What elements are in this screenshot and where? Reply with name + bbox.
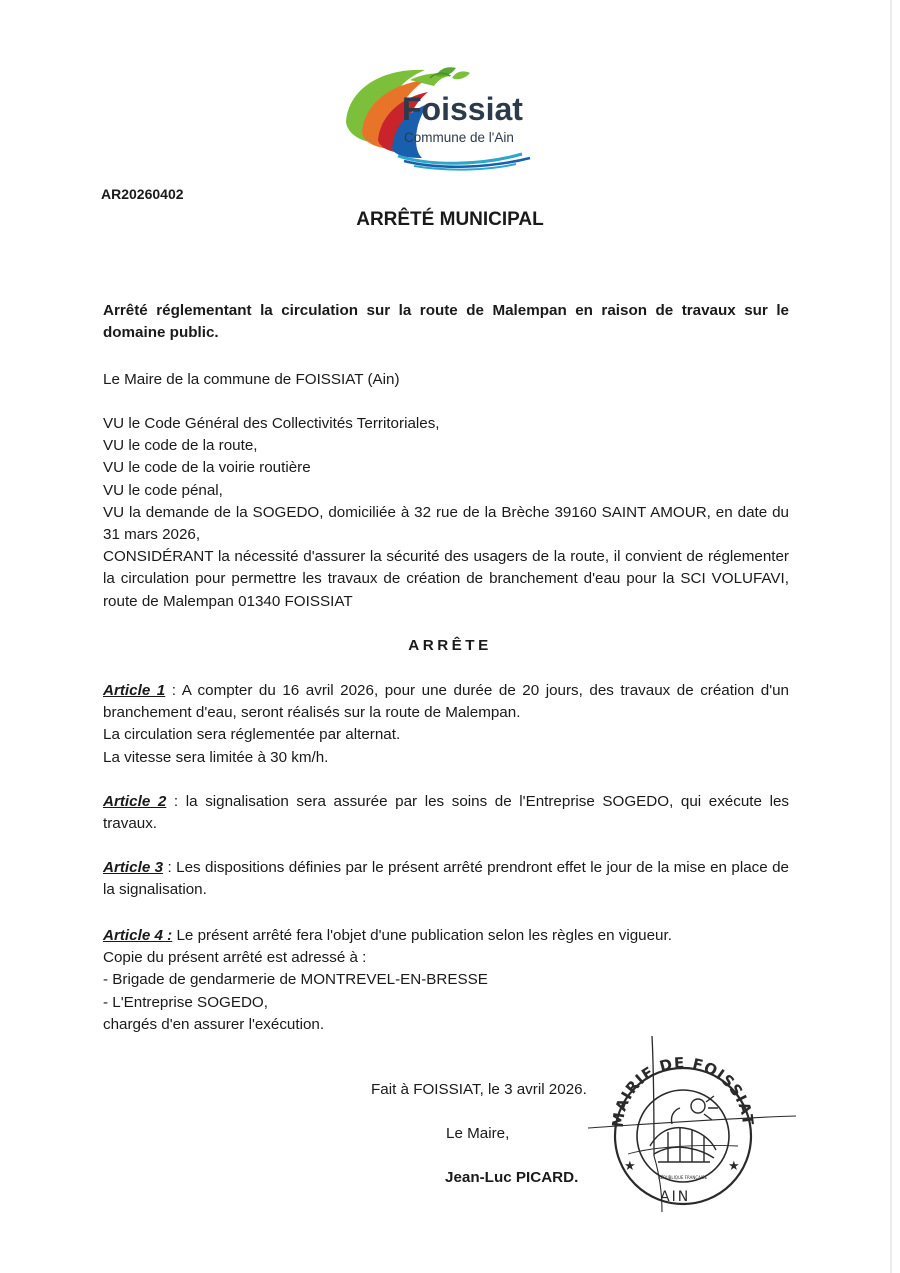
article-3-text: Les dispositions définies par le présent arrêté prendront effet le jour de la mise en place de la signalisation. xyxy=(103,859,789,899)
subject-paragraph: Arrêté réglementant la circulation sur la route de Malempan en raison de travaux sur le domaine public. xyxy=(103,302,789,342)
logo-subtitle: Commune de l'Ain xyxy=(404,130,514,145)
article-4-label: Article 4 : xyxy=(103,927,173,944)
visa-line: VU le code de la voirie routière xyxy=(103,459,311,477)
stamp-bottom-text: AIN xyxy=(660,1189,691,1205)
article-2-separator: : xyxy=(166,793,186,810)
visa-line: VU le code de la route, xyxy=(103,437,258,455)
article-2-text: la signalisation sera assurée par les soins de l'Entreprise SOGEDO, qui exécute les travaux. xyxy=(103,793,789,833)
article-3 xyxy=(103,857,789,901)
stamp-small-text: RÉPUBLIQUE FRANÇAISE xyxy=(658,1175,708,1180)
article-4-text: Le présent arrêté fera l'objet d'une publication selon les règles en vigueur. xyxy=(176,927,672,944)
signatory-name: Jean-Luc PICARD. xyxy=(445,1169,579,1186)
article-1-line: La circulation sera réglementée par alternat. xyxy=(103,726,401,744)
stamp-top-text: MAIRIE DE FOISSIAT xyxy=(608,1053,758,1129)
document-title: ARRÊTÉ MUNICIPAL xyxy=(356,209,544,230)
stamp-emblem xyxy=(650,1096,718,1162)
visas-section xyxy=(103,413,789,613)
decree-heading: ARRÊTE xyxy=(408,637,492,654)
visa-line: VU la demande de la SOGEDO, domiciliée à 32 rue de la Brèche 39160 SAINT AMOUR, en date du 31 mars 2026, xyxy=(103,503,789,544)
article-1-label: Article 1 xyxy=(103,682,166,699)
article-1 xyxy=(103,680,789,769)
article-4-line: Copie du présent arrêté est adressé à : xyxy=(103,949,367,967)
article-2-label: Article 2 xyxy=(103,793,167,810)
visa-line: VU le code pénal, xyxy=(103,481,223,499)
logo-name: Foissiat xyxy=(402,91,523,127)
commune-logo xyxy=(340,62,550,172)
intro-line: Le Maire de la commune de FOISSIAT (Ain) xyxy=(103,371,400,388)
article-4-line: chargés d'en assurer l'exécution. xyxy=(103,1015,325,1033)
stamp-star-left: ★ xyxy=(624,1159,636,1174)
commune-logo-graphic xyxy=(340,62,550,172)
stamp-graphic xyxy=(588,1036,798,1216)
article-2 xyxy=(103,791,789,835)
article-3-separator: : xyxy=(163,859,177,876)
article-1-line: La vitesse sera limitée à 30 km/h. xyxy=(103,748,329,766)
stamp-star-right: ★ xyxy=(728,1159,740,1174)
article-3-label: Article 3 xyxy=(103,859,164,876)
svg-text:MAIRIE DE FOISSIAT xyxy=(609,1054,758,1129)
article-4 xyxy=(103,925,789,1036)
article-1-separator: : xyxy=(165,682,182,699)
mairie-stamp xyxy=(588,1036,798,1216)
place-date: Fait à FOISSIAT, le 3 avril 2026. xyxy=(371,1081,587,1098)
article-4-line: - Brigade de gendarmerie de MONTREVEL-EN-BRESSE xyxy=(103,971,488,989)
article-4-line: - L'Entreprise SOGEDO, xyxy=(103,993,268,1011)
considerant-line: CONSIDÉRANT la nécessité d'assurer la sécurité des usagers de la route, il convient de réglementer la circulation pour permettre les travaux de création de branchement d'eau pour la SCI VOLUFAVI, route de Malempan 01340 FOISSIAT xyxy=(103,548,789,610)
signatory-role: Le Maire, xyxy=(446,1125,510,1142)
article-1-text: A compter du 16 avril 2026, pour une durée de 20 jours, des travaux de création d'un branchement d'eau, seront réalisés sur la route de Malempan. xyxy=(103,682,789,722)
reference-number: AR20260402 xyxy=(101,186,184,202)
visa-line: VU le Code Général des Collectivités Territoriales, xyxy=(103,415,440,432)
